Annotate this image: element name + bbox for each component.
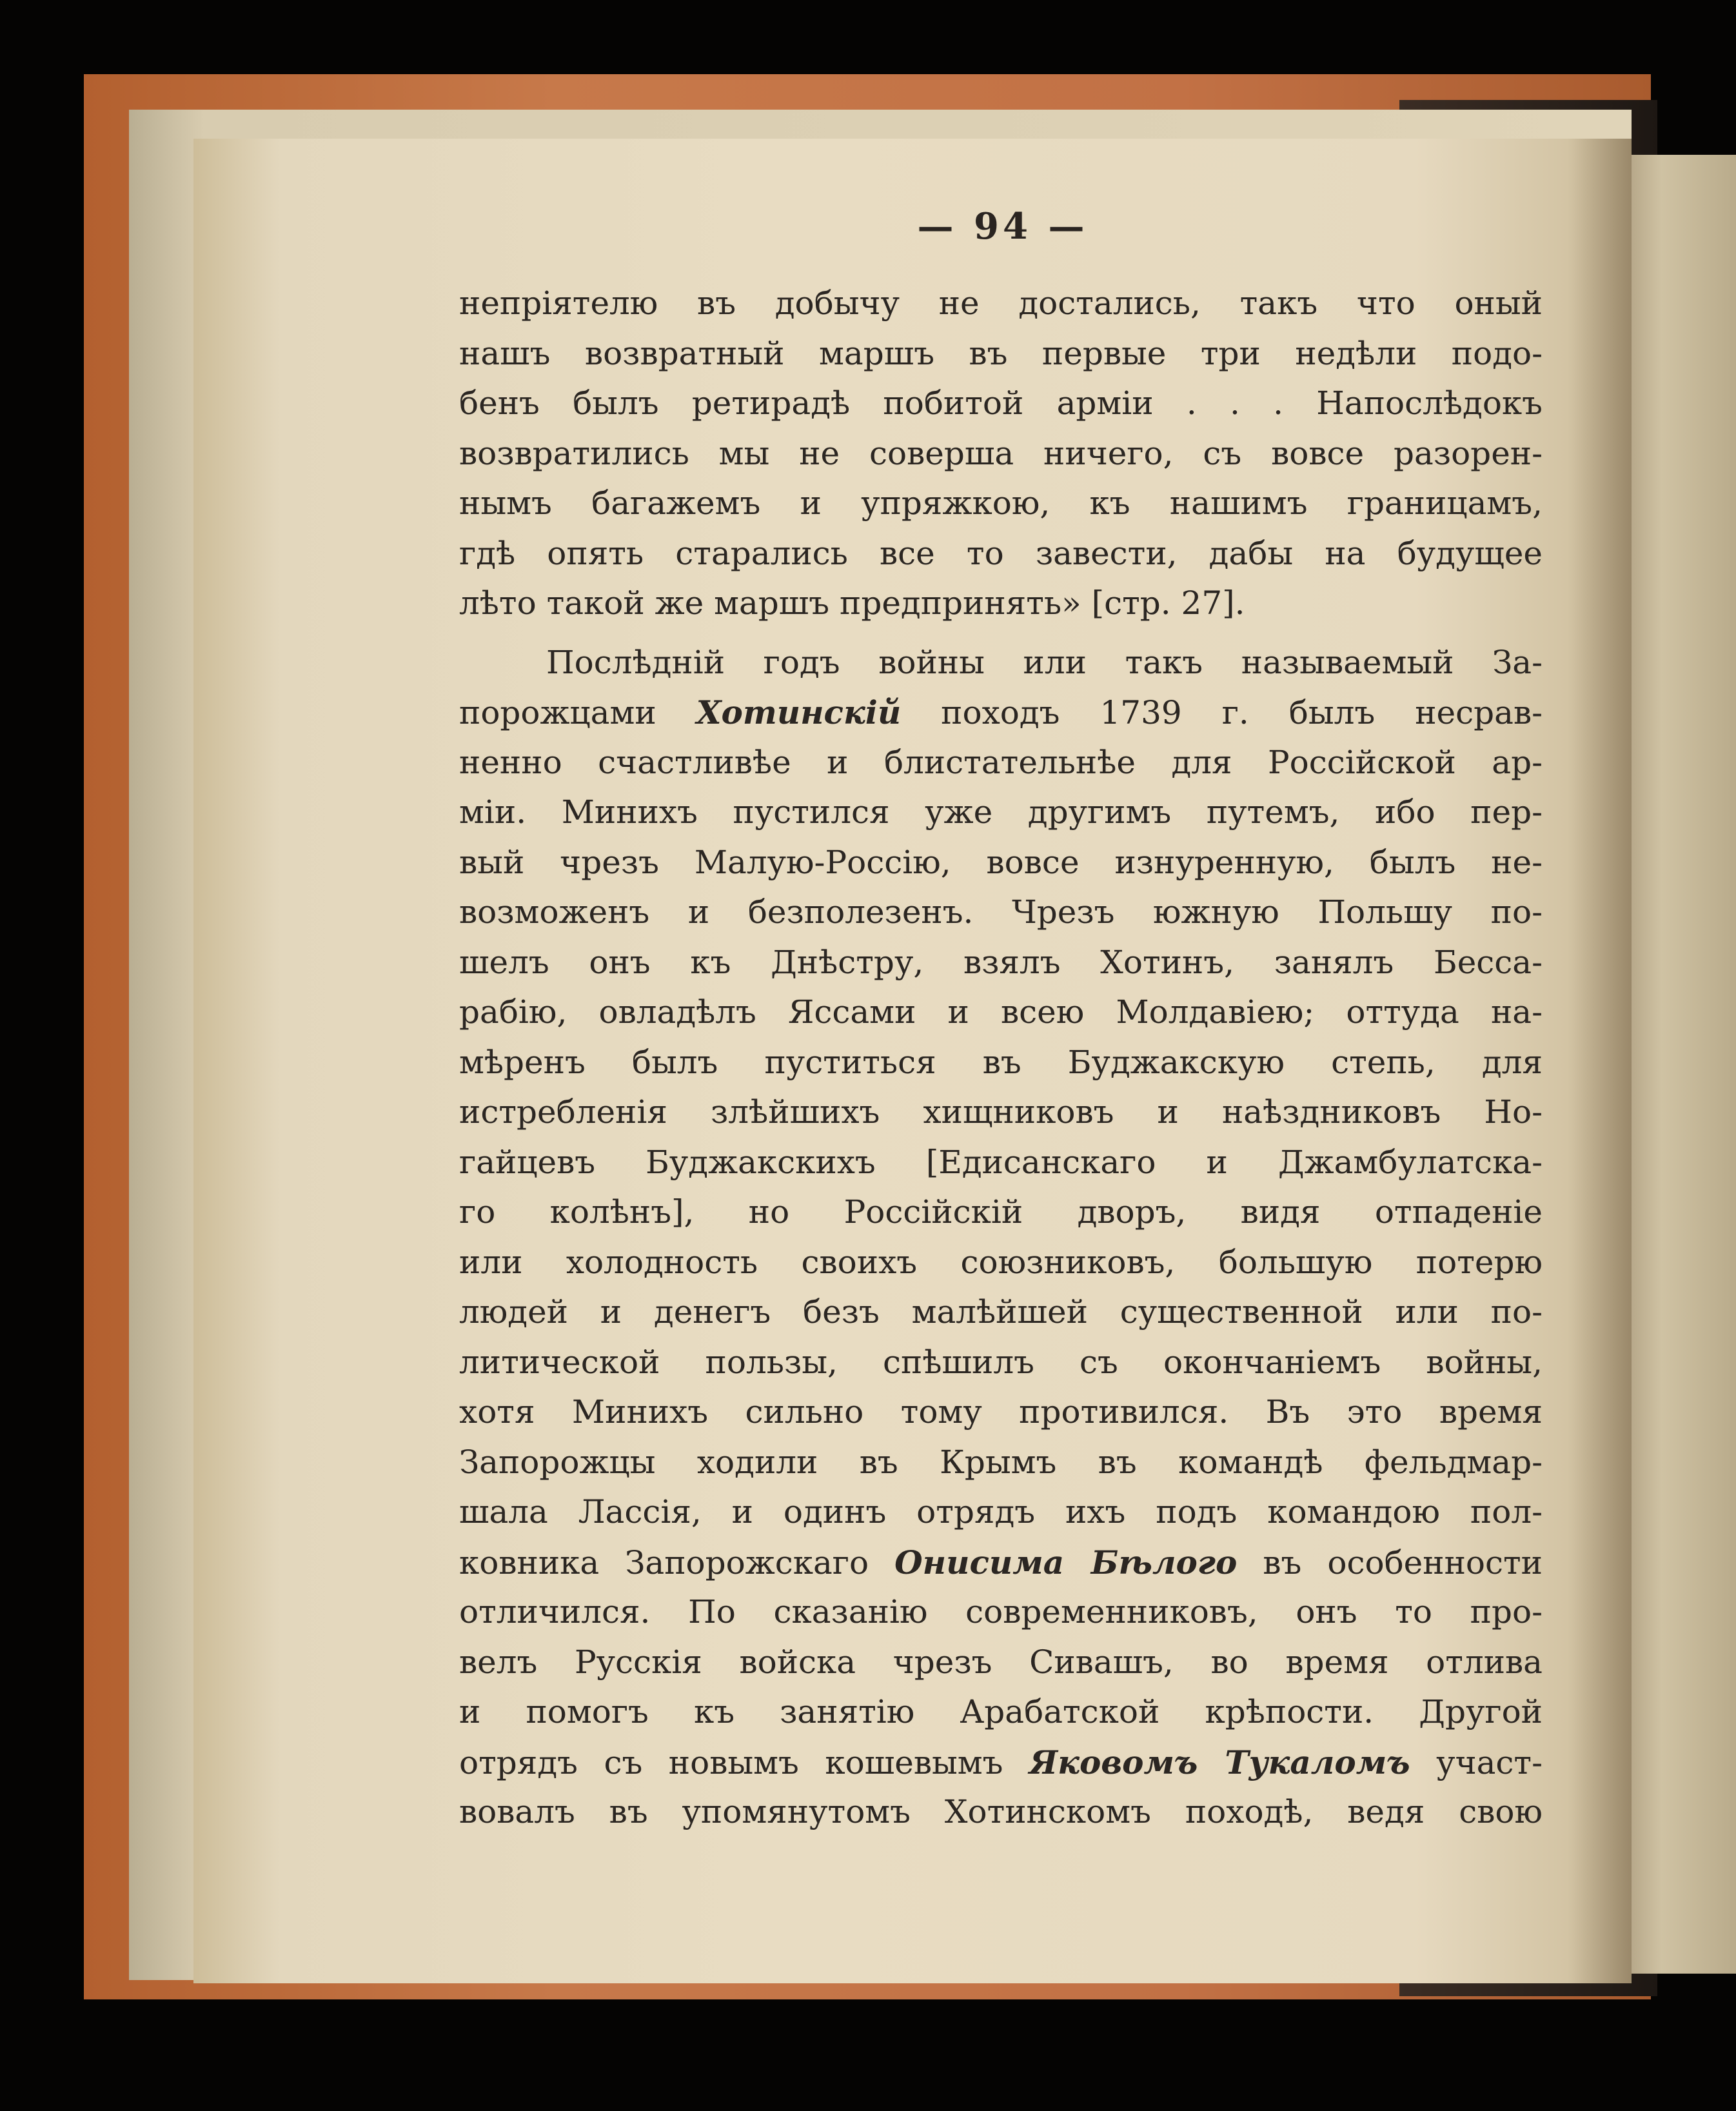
text-line (459, 1738, 1543, 1788)
text-line: гдѣ опять старались все то завести, дабы на будущее (459, 534, 1543, 572)
text-line: истребленія злѣйшихъ хищниковъ и наѣздниковъ Но- (459, 1093, 1543, 1131)
text-run: порожцами (459, 694, 696, 731)
emphasis-name: Хотинскій (696, 693, 902, 731)
text-line: міи. Минихъ пустился уже другимъ путемъ, ибо пер- (459, 793, 1543, 831)
text-line: и помогъ къ занятію Арабатской крѣпости. Другой (459, 1693, 1543, 1730)
gutter-shadow (1567, 139, 1632, 1983)
text-line: литической пользы, спѣшилъ съ окончаніемъ войны, (459, 1343, 1543, 1381)
text-run: походъ 1739 г. былъ несрав- (901, 694, 1543, 731)
text-line: велъ Русскія войска чрезъ Сивашъ, во время отлива (459, 1643, 1543, 1681)
text-line: возвратились мы не соверша ничего, съ вовсе разорен- (459, 434, 1543, 472)
text-line: го колѣнъ], но Россійскій дворъ, видя отпаденіе (459, 1193, 1543, 1231)
text-run: участ- (1410, 1743, 1543, 1781)
text-line: Послѣдній годъ войны или такъ называемый За- (546, 643, 1543, 681)
emphasis-name: Онисима Бѣлого (894, 1543, 1238, 1581)
text-line: бенъ былъ ретирадѣ побитой арміи . . . Напослѣдокъ (459, 384, 1543, 422)
text-line: нашъ возвратный маршъ въ первые три недѣли подо- (459, 334, 1543, 372)
text-line: нымъ багажемъ и упряжкою, къ нашимъ границамъ, (459, 484, 1543, 522)
text-line: ненно счастливѣе и блистательнѣе для Россійской ар- (459, 743, 1543, 781)
text-run: ковника Запорожскаго (459, 1543, 895, 1581)
text-line: гайцевъ Буджакскихъ [Едисанскаго и Джамбулатска- (459, 1143, 1543, 1181)
text-line: Запорожцы ходили въ Крымъ въ командѣ фельдмар- (459, 1443, 1543, 1481)
text-run: въ особенности (1237, 1543, 1543, 1581)
text-line: мѣренъ былъ пуститься въ Буджакскую степь, для (459, 1043, 1543, 1081)
page-text (459, 279, 1543, 1838)
text-line: людей и денегъ безъ малѣйшей существенной или по- (459, 1293, 1543, 1331)
text-line: вовалъ въ упомянутомъ Хотинскомъ походѣ, ведя свою (459, 1793, 1543, 1830)
text-line: непріятелю въ добычу не достались, такъ что оный (459, 284, 1543, 322)
text-line: или холодность своихъ союзниковъ, большую потерю (459, 1243, 1543, 1281)
text-line: шала Лассія, и одинъ отрядъ ихъ подъ командою пол- (459, 1493, 1543, 1531)
text-line: хотя Минихъ сильно тому противился. Въ это время (459, 1393, 1543, 1431)
text-line (459, 688, 1543, 738)
text-run: отрядъ съ новымъ кошевымъ (459, 1743, 1030, 1781)
text-line: вый чрезъ Малую-Россію, вовсе изнуренную, былъ не- (459, 843, 1543, 881)
text-line: лѣто такой же маршъ предпринять» [стр. 27]. (459, 584, 1245, 622)
text-line (459, 1538, 1543, 1588)
emphasis-name: Яковомъ Тукаломъ (1029, 1743, 1410, 1781)
text-line: возможенъ и безполезенъ. Чрезъ южную Польшу по- (459, 893, 1543, 931)
text-line: рабію, овладѣлъ Яссами и всею Молдавіею; оттуда на- (459, 993, 1543, 1031)
page-number: — 94 — (917, 205, 1089, 248)
text-line: шелъ онъ къ Днѣстру, взялъ Хотинъ, занялъ Бесса- (459, 943, 1543, 981)
text-line: отличился. По сказанію современниковъ, онъ то про- (459, 1593, 1543, 1630)
